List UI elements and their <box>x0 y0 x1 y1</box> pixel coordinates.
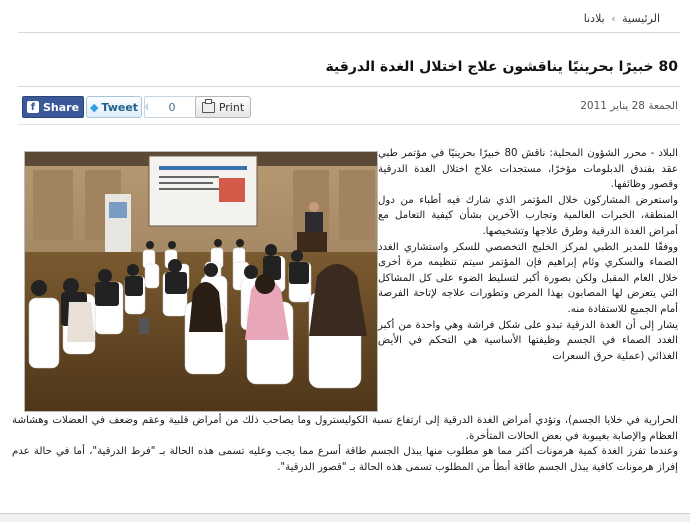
print-button[interactable] <box>195 96 251 118</box>
article-body-wide <box>12 413 678 475</box>
toolbar-divider <box>18 124 680 125</box>
print-label: Print <box>218 100 245 114</box>
article-body-narrow <box>378 146 678 364</box>
article-paragraph: الحرارية في خلايا الجسم)، وتؤدي أمراض الغدة الدرقية إلى ارتفاع نسبة الكوليسترول وما يصاحب ذلك من أمراض قلبية وعقم وضعف في العضلات وهشاشة العظام والإصابة بغيبوبة في بعض الحالات المتأخرة. <box>12 415 678 442</box>
article-paragraph: البلاد - محرر الشؤون المحلية: ناقش 80 خبيرًا بحرينيًا في مؤتمر طبي عقد بفندق الدبلومات مؤخرًا، مستجدات علاج اختلال الغدة الدرقية وقصور وظائفها. <box>378 148 679 191</box>
article-paragraph: واستعرض المشاركون خلال المؤتمر الذي شارك فيه أطباء من دول المنطقة، الخبرات العالمية وتجارب الآخرين بشأن كيفية التعامل مع أمراض الغدة الدرقية وطرق علاجها وتشخيصها. <box>378 194 678 237</box>
facebook-share-button[interactable] <box>22 96 84 118</box>
article-title: 80 خبيرًا بحرينيًا يناقشون علاج اختلال الغدة الدرقية <box>325 59 678 76</box>
breadcrumb-section-link[interactable]: بلادنا <box>583 12 605 25</box>
share-label: Share <box>42 100 80 114</box>
conference-photo <box>24 151 378 412</box>
tweet-button[interactable] <box>86 96 142 118</box>
breadcrumb-separator: › <box>611 12 616 25</box>
tweet-label: Tweet <box>101 100 139 114</box>
article-date: الجمعة 28 يناير 2011 <box>580 100 678 112</box>
article-paragraph: يشار إلى أن الغدة الدرقية تبدو على شكل فراشة وهي واحدة من أكبر الغدد الصماء في الجسم وظيفتها الأساسية هي التحكم في الأيض الغذائي (عملية حرق السعرات <box>378 319 678 362</box>
article-paragraph: وعندما تفرز الغدة كمية هرمونات أكثر مما هو مطلوب منها يبذل الجسم طاقة أسرع مما يجب وعليه تسمى هذه الحالة بـ "فرط الدرقية"، أما في حالة عدم إفراز هرمونات كافية يبذل الجسم طاقة أبطأ من المطلوب تسمى هذه الحالة بـ "قصور الدرقية". <box>12 446 678 473</box>
window-bottom-edge <box>0 513 690 522</box>
facebook-icon: f <box>27 101 39 113</box>
article-paragraph: ووفقًا للمدير الطبي لمركز الخليج التخصصي للسكر واستشاري الغدد الصماء والسكري وئام إبراهيم فإن المؤتمر سيتم تنظيمه مرة أخرى خلال العام المقبل ولكن بصورة أكبر لتسليط الضوء على كل المشاكل التي يتعرض لها المصابون بهذا المرض وتطورات علاجه لإتاحة الفرصة أمام الجميع للاستفادة منه. <box>378 241 678 315</box>
breadcrumb <box>584 12 660 25</box>
tweet-count-badge: 0 <box>144 96 200 118</box>
printer-icon <box>202 102 215 113</box>
twitter-bird-icon: ◆ <box>89 100 99 114</box>
breadcrumb-home-link[interactable]: الرئيسية <box>622 12 660 25</box>
top-divider <box>18 32 680 33</box>
conference-photo-illustration <box>25 152 377 411</box>
title-divider <box>18 86 680 87</box>
